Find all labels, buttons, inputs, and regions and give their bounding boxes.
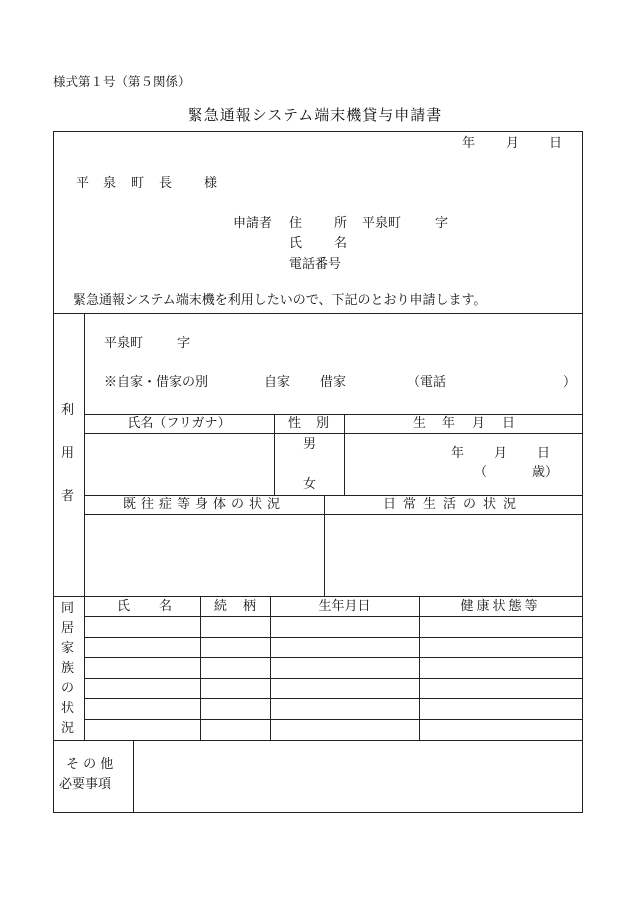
sex-female-option: 女 (303, 477, 317, 492)
family-label-char: の (61, 681, 75, 696)
application-statement: 緊急通報システム端末機を利用したいので、下記のとおり申請します。 (73, 293, 487, 308)
name-label-char: 氏 (289, 236, 303, 251)
addressee-char: 様 (204, 176, 218, 191)
daily-life-header: 日常生活の状況 (382, 497, 523, 512)
other-label-line2: 必要事項 (59, 777, 112, 792)
address-label-char: 所 (334, 216, 348, 231)
applicant-aza: 字 (435, 216, 449, 231)
birth-month-label: 月 (494, 446, 508, 461)
family-label-char: 状 (61, 701, 75, 716)
addressee-char: 町 (131, 176, 145, 191)
user-label-char: 利 (61, 403, 75, 418)
age-close: 歳） (532, 465, 559, 480)
medical-history-header: 既往症等身体の状況 (122, 497, 285, 512)
home-rent-option: 借家 (320, 375, 347, 390)
date-year-label: 年 (462, 136, 476, 151)
family-name-header-char: 氏 (117, 599, 131, 614)
family-label-char: 家 (61, 641, 75, 656)
family-name-header-char: 名 (159, 599, 173, 614)
address-label-char: 住 (289, 216, 303, 231)
user-label-char: 者 (61, 489, 75, 504)
other-label-line1: そ の 他 (66, 757, 114, 772)
family-health-header: 健康状態等 (460, 599, 541, 614)
addressee-char: 長 (159, 176, 173, 191)
home-type-label: ※自家・借家の別 (104, 375, 209, 390)
home-own-option: 自家 (264, 375, 291, 390)
form-number: 様式第１号（第５関係） (53, 74, 191, 89)
age-open: （ (474, 465, 488, 480)
applicant-label: 申請者 (233, 216, 273, 231)
date-month-label: 月 (506, 136, 520, 151)
family-relation-header-char: 続 (214, 599, 228, 614)
birth-header-char: 日 (502, 416, 516, 431)
birth-header-char: 生 (413, 416, 427, 431)
family-label-char: 況 (61, 721, 75, 736)
phone-label: 電話番号 (289, 257, 342, 272)
family-birth-header: 生年月日 (318, 599, 371, 614)
user-address-town: 平泉町 (104, 336, 144, 351)
form-title: 緊急通報システム端末機貸与申請書 (187, 106, 443, 124)
user-label-char: 用 (61, 446, 75, 461)
sex-header-char: 性 (288, 416, 302, 431)
birth-year-label: 年 (451, 446, 465, 461)
family-label-char: 同 (61, 601, 75, 616)
family-label-char: 族 (61, 661, 75, 676)
addressee-char: 泉 (103, 176, 117, 191)
applicant-town: 平泉町 (362, 216, 402, 231)
sex-header-char: 別 (316, 416, 330, 431)
birth-header-char: 月 (472, 416, 486, 431)
addressee-char: 平 (76, 176, 90, 191)
birth-day-label: 日 (537, 446, 551, 461)
user-phone-close: ） (563, 375, 577, 390)
name-label-char: 名 (334, 236, 348, 251)
user-address-aza: 字 (177, 336, 191, 351)
date-day-label: 日 (549, 136, 563, 151)
family-label-char: 居 (61, 621, 75, 636)
sex-male-option: 男 (303, 437, 317, 452)
family-relation-header-char: 柄 (243, 599, 257, 614)
user-phone-open: （電話 (407, 375, 447, 390)
birth-header-char: 年 (442, 416, 456, 431)
user-name-header: 氏名（フリガナ） (127, 416, 231, 431)
